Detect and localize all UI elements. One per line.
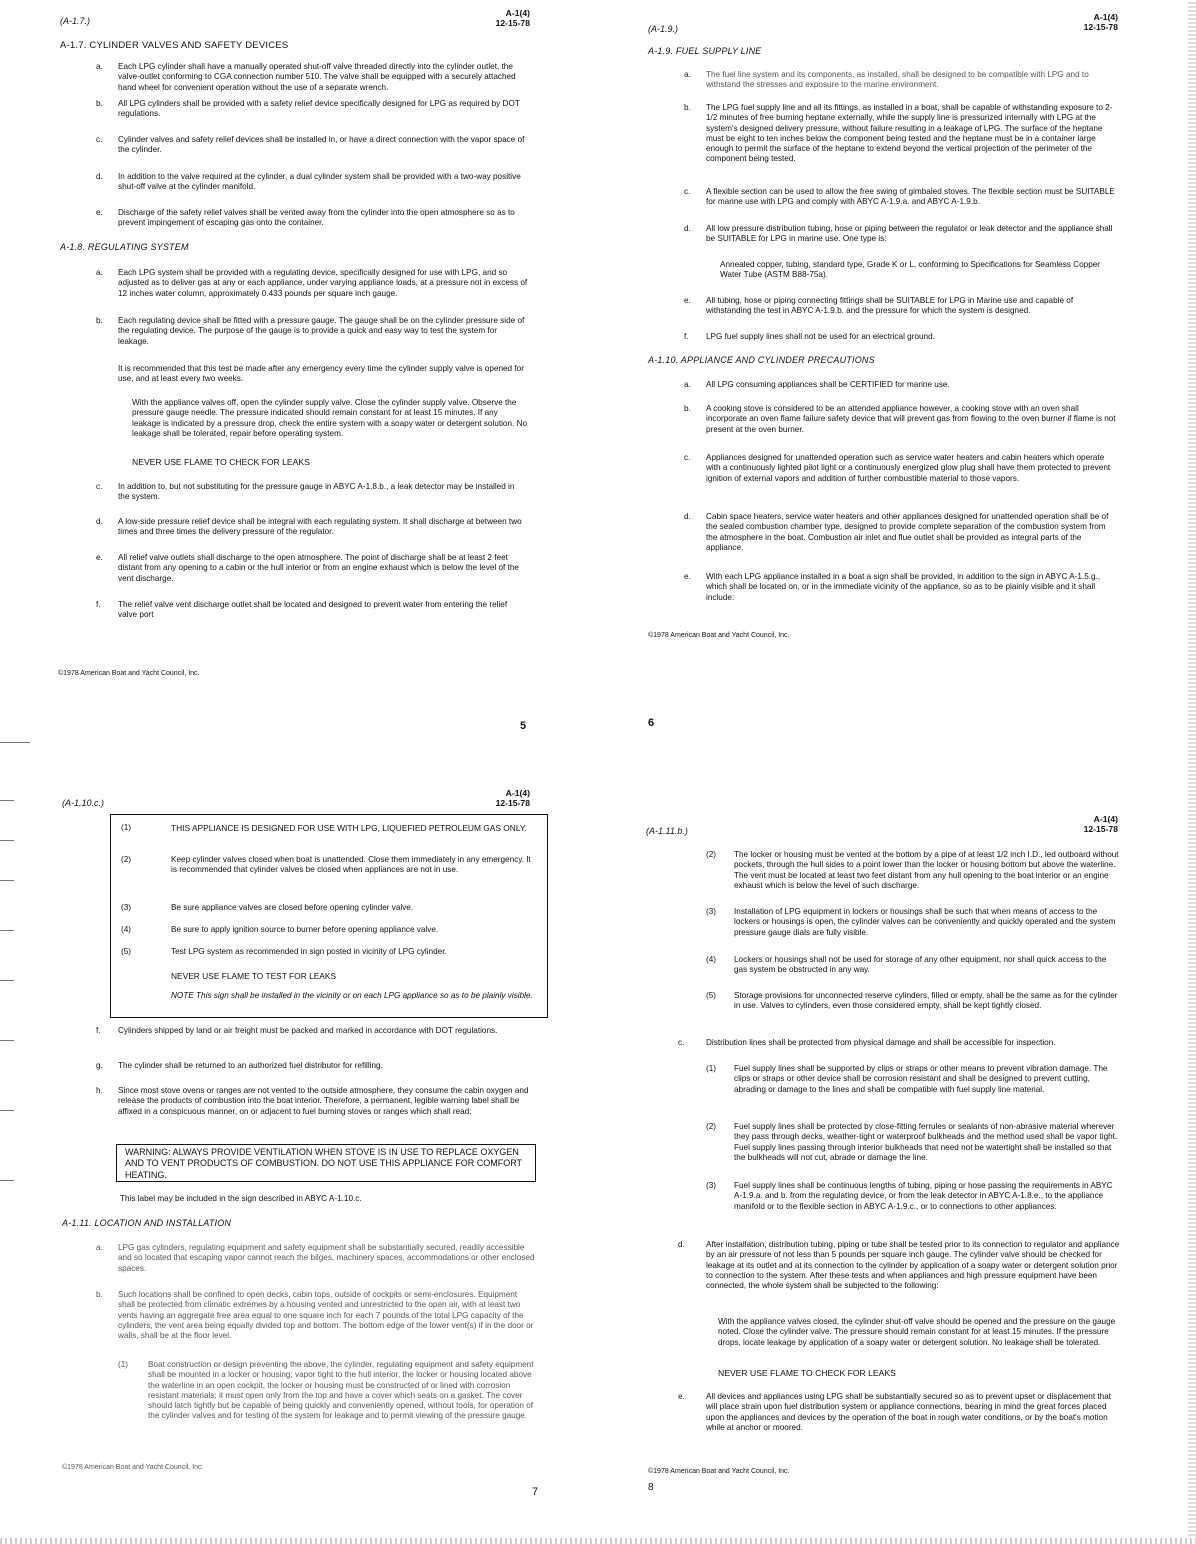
section-heading: A-1.8. REGULATING SYSTEM [60, 242, 189, 252]
list-item: a. LPG gas cylinders, regulating equipment and safety equipment shall be substantially secured, readily accessible and so located that escaping vapor cannot reach the bilges, machinery spaces, accommodations or other enclosed spaces. [96, 1243, 535, 1273]
page-header-section: (A-1.10.c.) [62, 798, 105, 808]
list-item: b. All LPG cylinders shall be provided with a safety relief device specifically designed for LPG as required by DOT regulations. [96, 99, 520, 119]
section-heading: A-1.11. LOCATION AND INSTALLATION [62, 1218, 232, 1228]
list-item: d. All low pressure distribution tubing, hose or piping between the regulator or leak detector and the appliance shall be SUITABLE for LPG in marine use. One type is: [684, 224, 1113, 244]
list-item: a. Each LPG system shall be provided with a regulating device, specifically designed for use with LPG, and so adjusted as to deliver gas at any or each appliance, under varying appliance loads, at a pressure not in excess of 12 inches water column, approximately 0.433 pounds per square inch gauge. [96, 268, 528, 298]
list-item: c. In addition to, but not substituting for the pressure gauge in ABYC A-1.8.b., a leak detector may be installed in the system. [96, 482, 515, 502]
page-header-section: (A-1.11.b.) [646, 826, 688, 836]
page-number: 6 [648, 717, 655, 729]
sign-item: (1) THIS APPLIANCE IS DESIGNED FOR USE WITH LPG, LIQUEFIED PETROLEUM GAS ONLY. [121, 823, 527, 833]
sign-note: NOTE This sign shall be installed in the vicinity or on each LPG appliance so as to be plainly visible. [171, 991, 533, 1000]
page-header-section: (A-1.9.) [648, 24, 679, 34]
list-item: c. Distribution lines shall be protected from physical damage and shall be accessible for inspection. [678, 1038, 1056, 1047]
stove-warning-label: WARNING: ALWAYS PROVIDE VENTILATION WHEN STOVE IS IN USE TO REPLACE OXYGEN AND TO VENT PRODUCTS OF COMBUSTION. DO NOT USE THIS APPLIANCE FOR COMFORT HEATING. [116, 1144, 536, 1182]
list-item: a. The fuel line system and its components, as installed, shall be designed to be compatible with LPG and to withstand the stresses and exposure to the marine environment. [684, 70, 1089, 90]
page-8 [598, 770, 1196, 1544]
page-number: 5 [520, 720, 527, 732]
list-item: f. The relief valve vent discharge outlet shall be located and designed to prevent water from entering the relief valve port [96, 600, 508, 620]
page-number: 8 [648, 1482, 654, 1493]
list-item: e. All devices and appliances using LPG shall be substantially secured so as to prevent upset or displacement that will place strain upon fuel distribution system or appliance connections, bearing in mind the great forces placed upon the appliances and devices by the operation of the boat in rough water conditions, or by the boat's motion while at anchor or moored. [678, 1392, 1112, 1432]
list-item: (4) Lockers or housings shall not be used for storage of any other equipment, nor shall quick access to the gas system be obstructed in any way. [706, 955, 1107, 975]
list-item: c. Cylinder valves and safety relief devices shall be installed in, or have a direct connection with the vapor space of the cylinder. [96, 135, 525, 155]
list-item: d. After installation, distribution tubing, piping or tube shall be tested prior to its connection to regulator and appliance by an air pressure of not less than 5 pounds per square inch gauge. The cylinder valve should be checked for leakage at its outlet and at its connection to the cylinder by application of a soapy water or detergent solution prior to connection to the system. After these tests and when appliances and high pressure equipment have been connected, the whole system shall be subjected to the following: [678, 1240, 1120, 1290]
paragraph: This label may be included in the sign described in ABYC A-1.10.c. [120, 1194, 362, 1203]
sign-item: (4) Be sure to apply ignition source to burner before opening appliance valve. [121, 925, 439, 934]
paragraph: With the appliance valves closed, the cylinder shut-off valve should be opened and the pressure on the gauge noted. Close the cylinder valve. The pressure should remain constant for at least 15 minutes. If the pressure drops, locate leakage by application of a soapy water or detergent solution. No leakage shall be tolerated. [718, 1317, 1116, 1347]
page-number: 7 [532, 1486, 539, 1498]
copyright-footer: ©1978 American Boat and Yacht Council, Inc. [62, 1464, 204, 1471]
list-item: d. In addition to the valve required at the cylinder, a dual cylinder system shall be provided with a two-way positive shut-off valve at the cylinder manifold. [96, 172, 521, 192]
list-item: e. Discharge of the safety relief valves shall be vented away from the cylinder into the open atmosphere so as to prevent impingement of escaping gas onto the container. [96, 208, 515, 228]
copyright-footer: ©1978 American Boat and Yacht Council, Inc. [648, 1468, 790, 1475]
list-item: h. Since most stove ovens or ranges are not vented to the outside atmosphere, they consume the cabin oxygen and release the products of combustion into the boat interior. Therefore, a permanent, legible warning label shall be affixed in a conspicuous manner, on or adjacent to fuel burning stoves or ranges which shall read: [96, 1086, 529, 1116]
sign-item: (3) Be sure appliance valves are closed before opening cylinder valve. [121, 903, 414, 912]
page-7 [0, 770, 598, 1544]
copyright-footer: ©1978 American Boat and Yacht Council, Inc. [58, 670, 200, 677]
list-item: b. Each regulating device shall be fitted with a pressure gauge. The gauge shall be on the cylinder pressure side of the regulating device. The purpose of the gauge is to provide a quick and easy way to test the system for leakage. [96, 316, 525, 346]
page-6 [598, 0, 1196, 770]
page-header-ref: A-1(4) 12-15-78 [495, 788, 530, 809]
list-item: c. A flexible section can be used to allow the free swing of gimbaled stoves. The flexible section must be SUITABLE for marine use with LPG and comply with ABYC A-1.9.a. and ABYC A-1.9.b. [684, 187, 1115, 207]
sign-item: (5) Test LPG system as recommended in sign posted in vicinity of LPG cylinder. [121, 947, 447, 956]
page-5 [0, 0, 598, 770]
page-header-ref: A-1(4) 12-15-78 [495, 8, 530, 29]
section-heading: A-1.7. CYLINDER VALVES AND SAFETY DEVICES [60, 40, 289, 51]
caution-line: NEVER USE FLAME TO CHECK FOR LEAKS [132, 457, 310, 467]
page-header-ref: A-1(4) 12-15-78 [1083, 12, 1118, 33]
paragraph: Annealed copper, tubing, standard type, Grade K or L, conforming to Specifications for Seamless Copper Water Tube (ASTM B88-75a). [720, 260, 1101, 280]
list-item: (2) The locker or housing must be vented at the bottom by a pipe of at least 1/2 inch I.D., led outboard without pockets, through the hull sides to a point lower than the locker or housing bottom but above the waterline. The vent must be located at least two feet distant from any hull opening to the boat interior or an engine exhaust which is below the level of such discharge. [706, 850, 1119, 890]
list-item: a. All LPG consuming appliances shall be CERTIFIED for marine use. [684, 380, 950, 389]
paragraph: It is recommended that this test be made after any emergency every time the cylinder supply valve is opened for use, and at least every two weeks. [118, 364, 524, 384]
list-item: f. Cylinders shipped by land or air freight must be packed and marked in accordance with DOT regulations. [96, 1026, 498, 1035]
paragraph: With the appliance valves off, open the cylinder supply valve. Close the cylinder supply valve. Observe the pressure gauge needle. The pressure indicated should remain constant for at least 15 minutes. If any leakage is indicated by a pressure drop, check the entire system with a soapy water or detergent solution. No leakage shall be tolerated, repair before operating system. [132, 398, 528, 438]
list-item: e. With each LPG appliance installed in a boat a sign shall be provided, in addition to the sign in ABYC A-1.5.g., which shall be located on, or in the immediate vicinity of the appliance, so as to be plainly visible and it shall include: [684, 572, 1101, 602]
list-item: (5) Storage provisions for unconnected reserve cylinders, filled or empty, shall be the same as for the cylinder in use. Valves to cylinders, even those considered empty, shall be kept tightly closed. [706, 991, 1118, 1011]
sign-item: (2) Keep cylinder valves closed when boat is unattended. Close them immediately in any emergency. It is recommended that cylinder valves be closed when appliances are not in use. [121, 855, 531, 875]
list-item: c. Appliances designed for unattended operation such as service water heaters and cabin heaters which operate with a continuously lighted pilot light or a continuously energized glow plug shall have them protected to prevent ignition of external vapors and addition of further combustible material to those vapors. [684, 453, 1111, 483]
list-item: (3) Installation of LPG equipment in lockers or housings shall be such that when means of access to the lockers or housings is open, the cylinder valves can be conveniently and quickly operated and the system pressure gauge dials are fully visible. [706, 907, 1116, 937]
appliance-sign-box [110, 814, 548, 1018]
list-item: (3) Fuel supply lines shall be continuous lengths of tubing, piping or hose passing the requirements in ABYC A-1.9.a. and b. from the regulating device, or from the leak detector in ABYC A-1.8.e., to the appliance manifold or to the flexible section in ABYC A-1.9.c., or to connections to other appliances. [706, 1181, 1113, 1211]
list-item: d. Cabin space heaters, service water heaters and other appliances designed for unattended operation shall be of the sealed combustion chamber type, designed to provide complete separation of the combustion system from the atmosphere in the boat. Combustion air inlet and flue outlet shall be provided as integral parts of the appliance. [684, 512, 1109, 552]
list-item: b. The LPG fuel supply line and all its fittings, as installed in a boat, shall be capable of withstanding exposure to 2-1/2 minutes of free burning heptane externally, while the supply line is pressurized internally with LPG at the system's designed delivery pressure, without failure resulting in a leakage of LPG. The surface of the heptane must be eight to ten inches below the component being tested and the heptane must be in a container large enough to permit the surface of the heptane to extend beyond the vertical projection of the perimeter of the component being tested. [684, 103, 1113, 164]
section-heading: A-1.10. APPLIANCE AND CYLINDER PRECAUTIONS [648, 355, 875, 365]
list-item: e. All tubing, hose or piping connecting fittings shall be SUITABLE for LPG in Marine use and capable of withstanding the test in ABYC A-1.9.b. and the pressure for which the system is designed. [684, 296, 1074, 316]
list-item: d. A low-side pressure relief device shall be integral with each regulating system. It shall discharge at between two times and three times the delivery pressure of the regulator. [96, 517, 522, 537]
list-item: (1) Fuel supply lines shall be supported by clips or straps or other means to prevent vibration damage. The clips or straps or other device shall be corrosion resistant and shall be designed to prevent cutting, abrading or damage to the lines and shall be compatible with fuel supply line material. [706, 1064, 1108, 1094]
list-item: f. LPG fuel supply lines shall not be used for an electrical ground. [684, 332, 935, 341]
list-item: b. Such locations shall be confined to open decks, cabin tops, outside of cockpits or semi-enclosures. Equipment shall be protected from climatic extremes by a housing vented and unrestricted to the open air, with at least two vents having an aggregate free area equal to one square inch for each 7 pounds of the total LPG capacity of the cylinders, the vent area being equally divided top and bottom. The bottom edge of the lower vent(s) if in the door or walls, shall be at the floor level. [96, 1290, 534, 1340]
section-heading: A-1.9. FUEL SUPPLY LINE [648, 46, 762, 56]
list-item: g. The cylinder shall be returned to an authorized fuel distributor for refilling. [96, 1061, 383, 1070]
sign-caution: NEVER USE FLAME TO TEST FOR LEAKS [171, 971, 337, 981]
list-item: e. All relief valve outlets shall discharge to the open atmosphere. The point of discharge shall be at least 2 feet distant from any opening to a cabin or the hull interior or from an engine exhaust which is below the level of the vent discharge. [96, 553, 519, 583]
list-item: (2) Fuel supply lines shall be protected by close-fitting ferrules or sealants of non-abrasive material wherever they pass through decks, weather-tight or waterproof bulkheads and the method used shall be vapor tight. Fuel supply lines passing through interior bulkheads that need not be watertight shall be installed so that the bulkheads will not cut, abrade or damage the line. [706, 1122, 1118, 1162]
page-header-ref: A-1(4) 12-15-78 [1083, 814, 1118, 835]
list-item: a. Each LPG cylinder shall have a manually operated shut-off valve threaded directly into the cylinder outlet, the valve-outlet conforming to CGA connection number 510. The valve shall be equipped with a securely attached hand wheel for convenient operation without the use of a separate wrench. [96, 62, 516, 92]
copyright-footer: ©1978 American Boat and Yacht Council, Inc. [648, 632, 790, 639]
list-item: b. A cooking stove is considered to be an attended appliance however, a cooking stove with an oven shall incorporate an oven flame failure safety device that will prevent gas from flowing to the oven burner if flame is not present at the oven burner. [684, 404, 1116, 434]
page-header-section: (A-1.7.) [60, 16, 91, 26]
list-item: (1) Boat construction or design preventing the above, the cylinder, regulating equipment and safety equipment shall be mounted in a locker or housing; vapor tight to the hull interior, the locker or housing located above the waterline in an open cockpit, the locker or housing must be constructed of or lined with corrosion resistant materials; it must open only from the top and have a cover which seats on a gasket. The cover should latch tightly but be capable of being quickly and conveniently opened, without tools, for operation of the cylinder valves and for testing of the system for leakage and to permit viewing of the pressure gauge. [118, 1360, 534, 1421]
caution-line: NEVER USE FLAME TO CHECK FOR LEAKS [718, 1368, 896, 1378]
